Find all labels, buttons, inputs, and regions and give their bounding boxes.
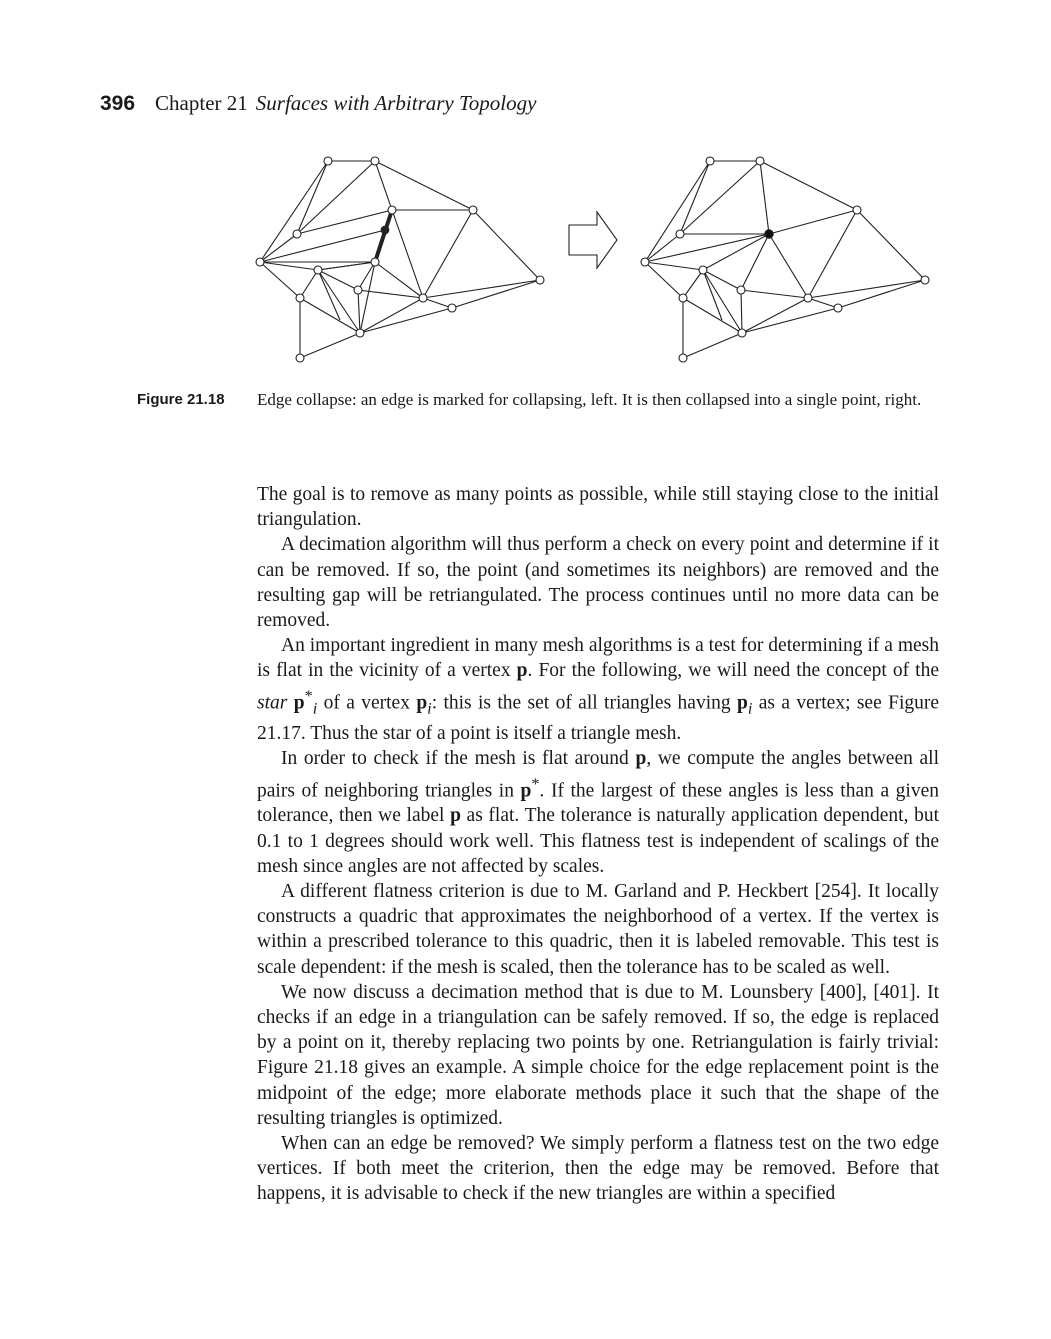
p3-star-symbol: p bbox=[293, 692, 305, 714]
p4-vertex-p-2: p bbox=[450, 805, 461, 827]
p3-vertex-p: p bbox=[516, 660, 528, 682]
chapter-title: Surfaces with Arbitrary Topology bbox=[255, 91, 537, 115]
paragraph-7: When can an edge be removed? We simply perform a flatness test on the two edge vertices. If both meet the criterion, then the edge may be removed. Before that happens, it is advisable to check if the new triangles are within a specified bbox=[257, 1132, 939, 1205]
p4-star-sup: * bbox=[531, 774, 540, 793]
p3-vertex-pi: p bbox=[416, 692, 428, 714]
paragraph-1: The goal is to remove as many points as possible, while still staying close to the initial triangulation. bbox=[257, 484, 939, 531]
figure-label: Figure 21.18 bbox=[137, 391, 225, 408]
p3-vertex-pi-sub: i bbox=[427, 699, 432, 718]
p4-star-symbol: p bbox=[520, 780, 532, 802]
p3-star-term: star bbox=[257, 692, 288, 714]
p3-vertex-pi-2: p bbox=[736, 692, 748, 714]
paragraph-4 bbox=[257, 746, 939, 879]
p4-vertex-p: p bbox=[635, 748, 647, 770]
body-text bbox=[257, 482, 939, 1207]
page-number: 396 bbox=[100, 92, 136, 115]
mesh-before bbox=[256, 157, 544, 362]
p3-text-e: : this is the set of all triangles having bbox=[431, 692, 737, 714]
paragraph-6: We now discuss a decimation method that is due to M. Lounsbery [400], [401]. It checks if an edge in a triangulation can be safely removed. If so, the edge is replaced by a point on it, thereby replacing two points by one. Retriangulation is fairly trivial: Figure 21.18 gives an example. A simple choice for the edge replacement point is the midpoint of the edge; more elaborate methods place it such that the shape of the resulting triangles is optimized. bbox=[257, 981, 939, 1129]
p3-vertex-pi-2-sub: i bbox=[747, 699, 753, 718]
p4-text-a: In order to check if the mesh is flat around bbox=[281, 748, 636, 770]
p3-star-sub: i bbox=[312, 699, 318, 718]
right-arrow-icon bbox=[569, 212, 617, 268]
p4-text-b: , we compute the angles between all pairs of neighboring triangles in bbox=[257, 748, 939, 802]
p3-text-d: of a vertex bbox=[317, 692, 417, 714]
p4-text-c: . If the largest of these angles is less than a given tolerance, then we label bbox=[257, 780, 939, 827]
figure-caption: Edge collapse: an edge is marked for collapsing, left. It is then collapsed into a single point, right. bbox=[257, 390, 922, 409]
p3-text-a: An important ingredient in many mesh algorithms is a test for determining if a mesh is flat in the vicinity of a vertex bbox=[257, 635, 939, 682]
mesh-after bbox=[641, 157, 929, 362]
edge-collapse-figure bbox=[240, 150, 940, 375]
paragraph-3 bbox=[257, 633, 939, 746]
paragraph-5: A different flatness criterion is due to M. Garland and P. Heckbert [254]. It locally constructs a quadric that approximates the neighborhood of a vertex. If the vertex is within a prescribed tolerance to this quadric, then it is labeled removable. This test is scale dependent: if the mesh is scaled, then the tolerance has to be scaled as well. bbox=[257, 880, 939, 978]
paragraph-2: A decimation algorithm will thus perform a check on every point and determine if it can be removed. If so, the point (and sometimes its neighbors) are removed and the resulting gap will be retriangulated. The process continues until no more data can be removed. bbox=[257, 534, 939, 632]
chapter-number: Chapter 21 bbox=[155, 91, 248, 115]
p3-text-f: as a vertex; see Figure 21.17. Thus the star of a point is itself a triangle mesh. bbox=[257, 692, 940, 745]
p3-star-sup: * bbox=[304, 686, 313, 705]
running-header bbox=[100, 91, 536, 116]
p3-text-b: . For the following, we will need the concept of the bbox=[527, 660, 939, 682]
p4-text-d: as flat. The tolerance is naturally application dependent, but 0.1 to 1 degrees should work well. This flatness test is independent of scalings of the mesh since angles are not affected by scales. bbox=[257, 805, 939, 877]
